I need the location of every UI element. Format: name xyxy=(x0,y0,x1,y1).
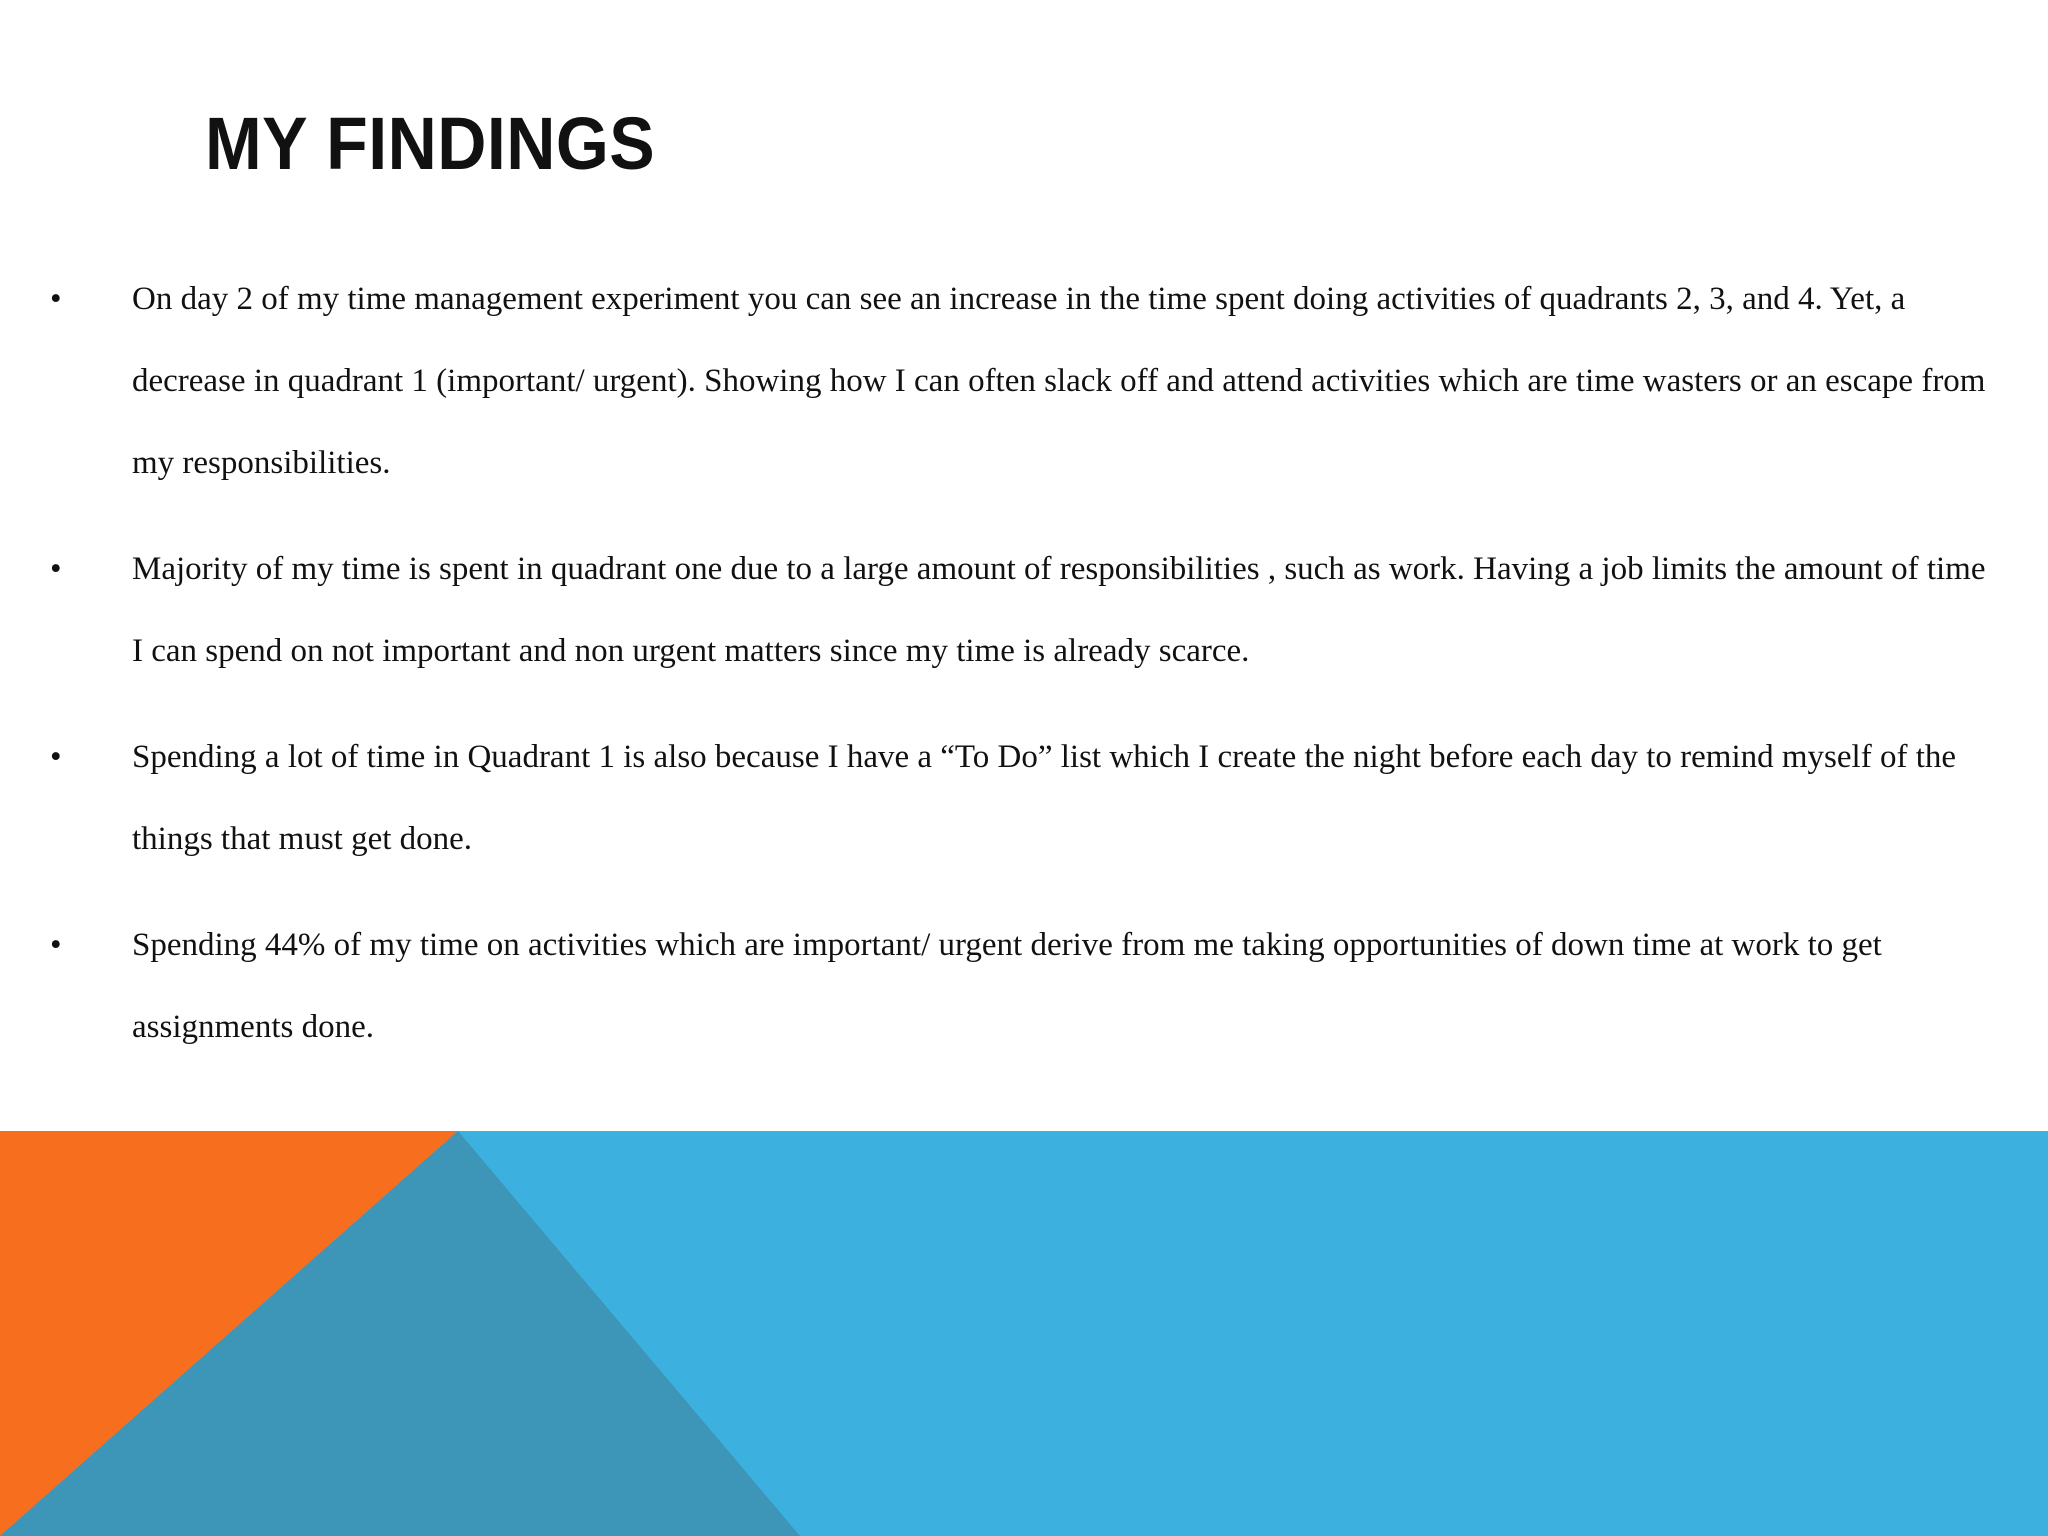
slide-title: MY FINDINGS xyxy=(205,102,656,185)
list-item xyxy=(50,528,1995,692)
bullet-icon: • xyxy=(50,927,62,963)
bullet-text: Spending a lot of time in Quadrant 1 is also because I have a “To Do” list which I create the night before each day to remind myself of the things that must get done. xyxy=(132,739,1957,857)
list-item xyxy=(50,904,1995,1068)
bullet-icon: • xyxy=(50,551,62,587)
decorative-color-band xyxy=(0,1131,2048,1536)
bullet-list xyxy=(50,258,1995,1092)
bullet-text: On day 2 of my time management experiment you can see an increase in the time spent doing activities of quadrants 2, 3, and 4. Yet, a decrease in quadrant 1 (important/ urgent). Showing how I can often slack off and attend activities which are time wasters or an escape from my responsibilities. xyxy=(132,281,1986,481)
list-item xyxy=(50,258,1995,504)
bullet-text: Majority of my time is spent in quadrant one due to a large amount of responsibilities , such as work. Having a job limits the amount of time I can spend on not important and non urgent matters since my time is already scarce. xyxy=(132,551,1986,669)
bullet-text: Spending 44% of my time on activities which are important/ urgent derive from me taking opportunities of down time at work to get assignments done. xyxy=(132,927,1882,1045)
bullet-icon: • xyxy=(50,281,62,317)
bullet-icon: • xyxy=(50,739,62,775)
list-item xyxy=(50,716,1995,880)
